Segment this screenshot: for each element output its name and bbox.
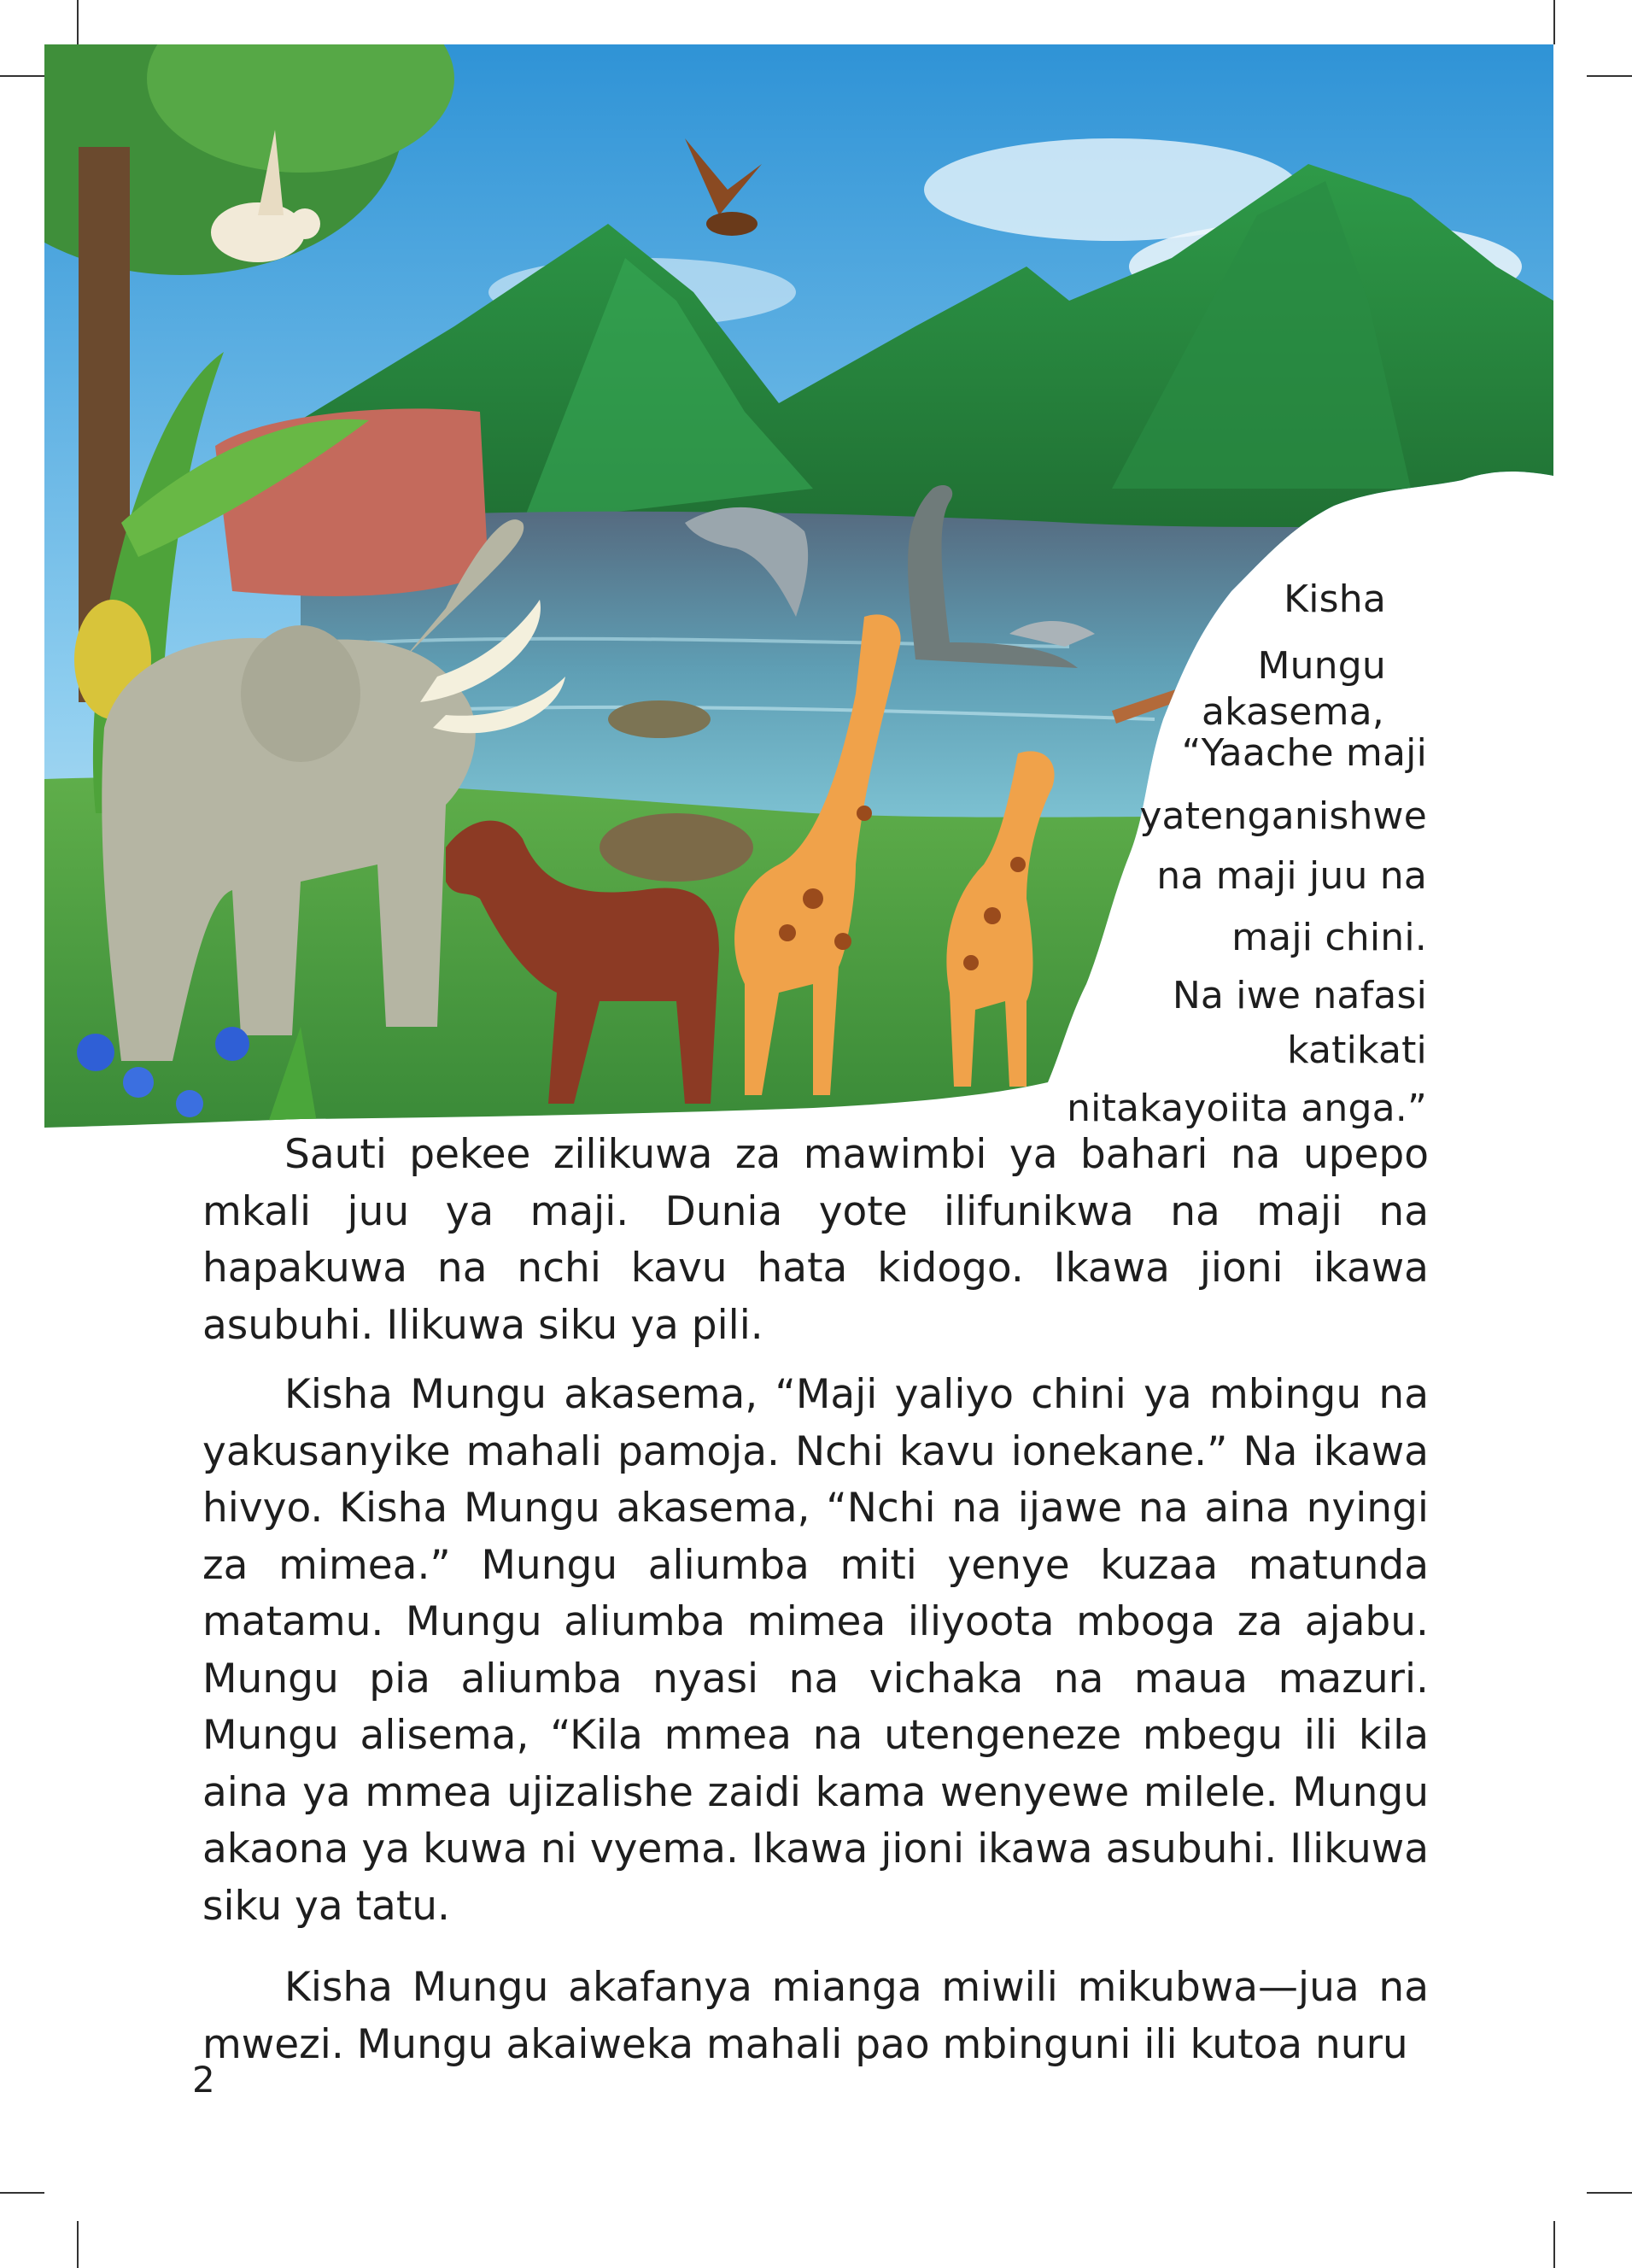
- crop-mark-top-right: [1553, 0, 1555, 44]
- caption-line: yatenganishwe: [1139, 794, 1427, 838]
- caption-line: katikati: [1287, 1029, 1427, 1072]
- crop-mark-bottom-right: [1553, 2221, 1555, 2268]
- caption-line: akasema,: [1201, 690, 1384, 734]
- crop-mark-top-left: [77, 0, 79, 44]
- rock: [215, 408, 488, 596]
- crop-mark-bottom-left: [77, 2221, 79, 2268]
- turtle: [600, 813, 753, 882]
- crop-mark-bottom-right-h: [1587, 2192, 1632, 2194]
- caption-line: maji chini.: [1231, 916, 1427, 959]
- caption-line: na maji juu na: [1156, 854, 1427, 898]
- caption-line: Mungu: [1257, 644, 1386, 688]
- crop-mark-bottom-left-h: [0, 2192, 44, 2194]
- caption-line: “Yaache maji: [1181, 731, 1427, 775]
- body-paragraph: Kisha Mungu akafanya mianga miwili mikubwa—jua na mwezi. Mungu akaiweka mahali pao mbinguni ili kutoa nuru: [202, 1964, 1429, 2068]
- caption-line: nitakayoiita anga.”: [1067, 1087, 1427, 1130]
- caption-line: Na iwe nafasi: [1172, 974, 1427, 1017]
- body-paragraph: Sauti pekee zilikuwa za mawimbi ya bahari na upepo mkali juu ya maji. Dunia yote ilifunikwa na maji na hapakuwa na nchi kavu hata kidogo. Ikawa jioni ikawa asubuhi. Ilikuwa siku ya pili.: [202, 1131, 1429, 1349]
- caption-line: Kisha: [1284, 577, 1386, 621]
- turtle: [608, 700, 711, 738]
- body-paragraph: Kisha Mungu akasema, “Maji yaliyo chini ya mbingu na yakusanyike mahali pamoja. Nchi kavu ionekane.” Na ikawa hivyo. Kisha Mungu akasema, “Nchi na ijawe na aina nyingi za mimea.” Mungu aliumba miti yenye kuzaa matunda matamu. Mungu aliumba mimea iliyoota mboga za ajabu. Mungu pia aliumba nyasi na vichaka na maua mazuri. Mungu alisema, “Kila mmea na utengeneze mbegu ili kila aina ya mmea ujizalishe zaidi kama wenyewe milele. Mungu akaona ya kuwa ni vyema. Ikawa jioni ikawa asubuhi. Ilikuwa siku ya tatu.: [202, 1371, 1429, 1930]
- page-number: 2: [192, 2059, 215, 2101]
- crop-mark-top-left-h: [0, 75, 44, 77]
- crop-mark-top-right-h: [1587, 75, 1632, 77]
